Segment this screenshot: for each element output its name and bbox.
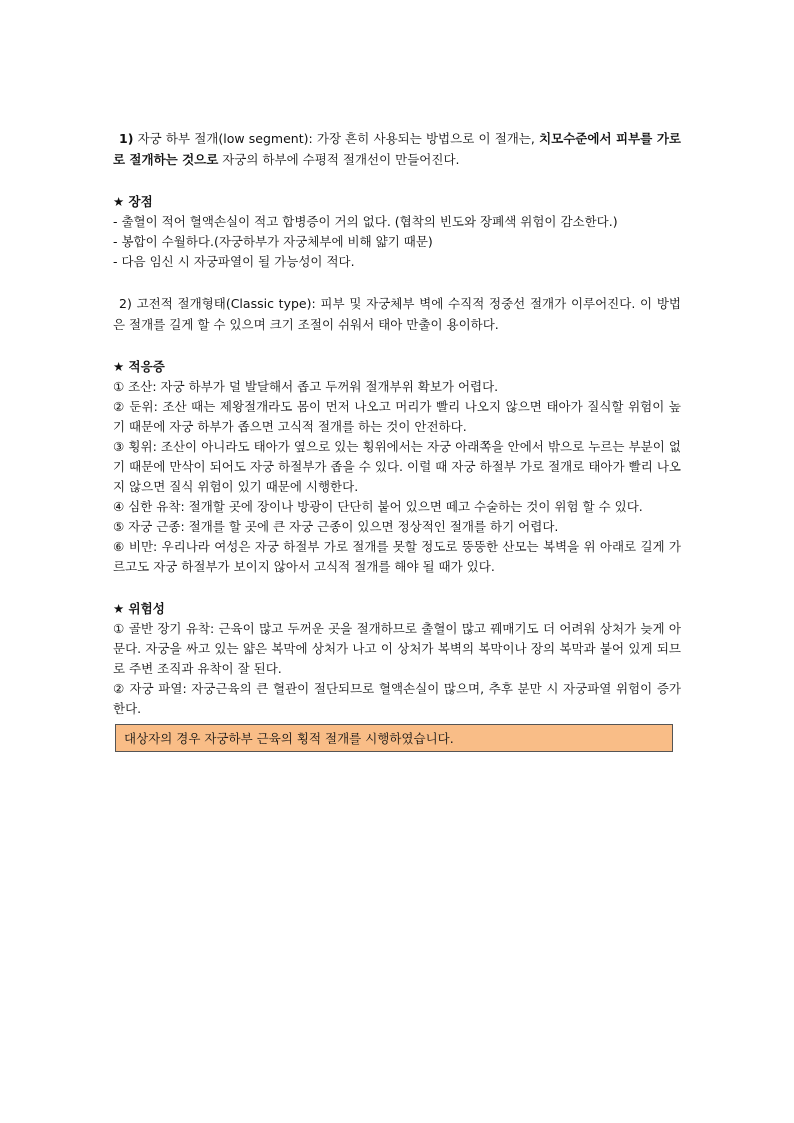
section-text-a: 자궁 하부 절개(low segment): 가장 흔히 사용되는 방법으로 이 절개는, [137,131,540,146]
indication-item: ④ 심한 유착: 절개할 곳에 장이나 방광이 단단히 붙어 있으면 떼고 수술하는 것이 위험 할 수 있다. [113,499,643,514]
section-classic-type: 2) 고전적 절개형태(Classic type): 피부 및 자궁체부 벽에 수직적 정중선 절개가 이루어진다. 이 방법은 절개를 길게 할 수 있으며 크기 조절이 쉬워서 태아 만출이 용이하다. [113,296,681,332]
advantage-item: - 출혈이 적어 혈액손실이 적고 합병증이 거의 없다. (협착의 빈도와 장폐색 위험이 감소한다.) [113,214,618,229]
section-text-bold: 치모수준에서 피부를 가로로 절개하는 것으로 [113,131,681,167]
risks-heading: ★ 위험성 [113,601,165,616]
risk-item: ② 자궁 파열: 자궁근육의 큰 혈관이 절단되므로 혈액손실이 많으며, 추후 분만 시 자궁파열 위험이 증가한다. [113,681,681,716]
section-number: 1) [119,131,134,146]
advantage-item: - 봉합이 수월하다.(자궁하부가 자궁체부에 비해 얇기 때문) [113,234,433,249]
section-text-b: 자궁의 하부에 수평적 절개선이 만들어진다. [218,152,460,167]
indication-item: ① 조산: 자궁 하부가 덜 발달해서 좁고 두꺼워 절개부위 확보가 어렵다. [113,379,499,394]
advantage-item: - 다음 임신 시 자궁파열이 될 가능성이 적다. [113,254,355,269]
indications-heading: ★ 적응증 [113,359,165,374]
indication-item: ③ 횡위: 조산이 아니라도 태아가 옆으로 있는 횡위에서는 자궁 아래쪽을 안에서 밖으로 누르는 부분이 없기 때문에 만삭이 되어도 자궁 하절부가 좁을 수 있다. 이럴 때 자궁 하절부 가로 절개로 태아가 빨리 나오지 않으면 질식 위험이 있기 때문에 시행한다. [113,439,681,494]
indication-item: ② 둔위: 조산 때는 제왕절개라도 몸이 먼저 나오고 머리가 빨리 나오지 않으면 태아가 질식할 위험이 높기 때문에 자궁 하부가 좁으면 고식적 절개를 하는 것이 안전하다. [113,399,681,434]
advantages-heading: ★ 장점 [113,194,153,209]
risk-item: ① 골반 장기 유착: 근육이 많고 두꺼운 곳을 절개하므로 출혈이 많고 꿰매기도 더 어려워 상처가 늦게 아문다. 자궁을 싸고 있는 얇은 복막에 상처가 나고 이 상처가 복벽의 복막이나 장의 복막과 붙어 있게 되므로 주변 조직과 유착이 잘 된다. [113,621,681,676]
indication-item: ⑤ 자궁 근종: 절개를 할 곳에 큰 자궁 근종이 있으면 정상적인 절개를 하기 어렵다. [113,519,559,534]
section-low-segment [113,128,681,170]
summary-callout: 대상자의 경우 자궁하부 근육의 횡적 절개를 시행하였습니다. [115,724,673,752]
indication-item: ⑥ 비만: 우리나라 여성은 자궁 하절부 가로 절개를 못할 정도로 뚱뚱한 산모는 복벽을 위 아래로 길게 가르고도 자궁 하절부가 보이지 않아서 고식적 절개를 해야 될 때가 있다. [113,539,681,574]
document-body [113,128,681,752]
